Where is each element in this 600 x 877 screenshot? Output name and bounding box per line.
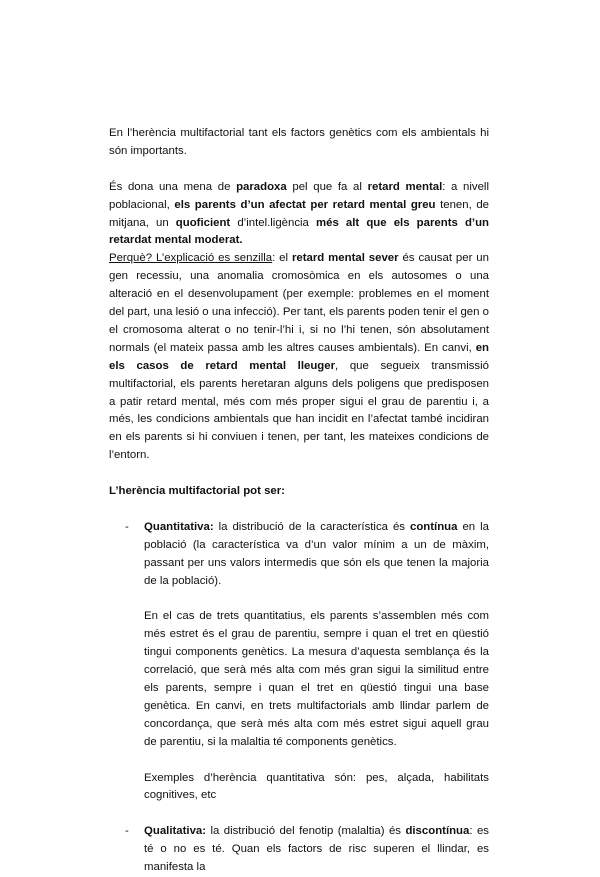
quantitative-label: Quantitativa: [144, 520, 214, 533]
explanation-text: és causat per un gen recessiu, una anomalia cromosòmica en els autosomes o una alteració en el desenvolupament (per exemple: problemes en el moment del part, una lesió o una infecció). Per tant, els parents poden tenir el gen o el cromosoma alterat o no tenir-l’hi i, si no l’hi tenen, són absolutament normals (el mateix passa amb les altres causes ambientals). En canvi, [109, 252, 489, 354]
paradox-text: tenen, de mitjana, un [109, 198, 489, 229]
quantitative-examples: Exemples d’herència quantitativa són: pes, alçada, habilitats cognitives, etc [144, 771, 489, 802]
document-body [109, 125, 489, 877]
paradox-bold-term: quoficient [175, 216, 231, 229]
paradox-bold-term: més alt que els parents d’un retardat mental moderat. [109, 216, 489, 247]
explanation-text: , que segueix transmissió multifactorial, els parents heretaran alguns dels poligens que predisposen a patir retard mental, més com més proper sigui el grau de parentiu i, a més, les condicions ambientals que han incidit en l’afectat també incidiran en els parents si hi conviuen i tenen, per tant, les mateixes condicions de l’entorn. [109, 359, 489, 462]
intro-text: En l’herència multifactorial tant els factors genètics com els ambientals hi són importants. [109, 127, 489, 157]
list-item-qualitative [109, 823, 489, 877]
spacer [109, 161, 489, 179]
paradox-bold-term: retard mental [367, 180, 443, 193]
qualitative-text: la distribució del fenotip (malaltia) és [206, 825, 406, 838]
qualitative-text: : es té o no es té. Quan els factors de risc superen el llindar, es manifesta la [144, 825, 489, 874]
paradox-text: d’intel.ligència [230, 216, 317, 229]
intro-paragraph [109, 125, 489, 161]
spacer [109, 501, 489, 519]
quantitative-text: en la població (la característica va d’un valor mínim a un de màxim, passant per uns valors intermedis que són els que tenen la majoria de la població). [144, 520, 489, 587]
spacer [144, 591, 489, 609]
list-dash: - [125, 825, 129, 838]
paradox-paragraph [109, 179, 489, 251]
paradox-text: pel que fa al [286, 180, 368, 193]
list-item-quantitative [109, 519, 489, 805]
explanation-question: Perquè? L’explicació es senzilla [109, 252, 273, 265]
spacer [109, 805, 489, 823]
explanation-bold-term: retard mental sever [291, 252, 399, 265]
qualitative-definition [144, 823, 489, 877]
quantitative-bold-term: contínua [410, 520, 458, 533]
explanation-paragraph [109, 250, 489, 465]
paradox-text: : a nivell poblacional, [109, 180, 489, 211]
paradox-bold-term: paradoxa [236, 180, 287, 193]
section-heading: L’herència multifactorial pot ser: [109, 485, 285, 498]
qualitative-label: Qualitativa: [144, 825, 207, 838]
spacer [109, 465, 489, 483]
quantitative-definition [144, 519, 489, 591]
explanation-text: : el [272, 252, 292, 265]
qualitative-bold-term: discontínua [405, 825, 470, 838]
spacer [144, 752, 489, 770]
quantitative-detail: En el cas de trets quantitatius, els parents s’assemblen més com més estret és el grau de parentiu, sempre i quan el tret en qüestió tingui components genètics. La mesura d’aquesta semblança és la correlació, que serà més alta com més gran sigui la similitud entre els parents, sempre i quan el tret en qüestió tingui una base genètica. En canvi, en trets multifactorials amb llindar parlem de concordança, que serà més alta com més estret sigui aquell grau de parentiu, si la malaltia té components genètics. [144, 610, 489, 748]
explanation-bold-term: en els casos de retard mental lleuger [109, 341, 489, 372]
paradox-bold-term: els parents d’un afectat per retard mental greu [174, 198, 436, 211]
quantitative-text: la distribució de la característica és [213, 520, 410, 533]
paradox-text: És dona una mena de [109, 180, 237, 193]
list-dash: - [125, 520, 129, 533]
